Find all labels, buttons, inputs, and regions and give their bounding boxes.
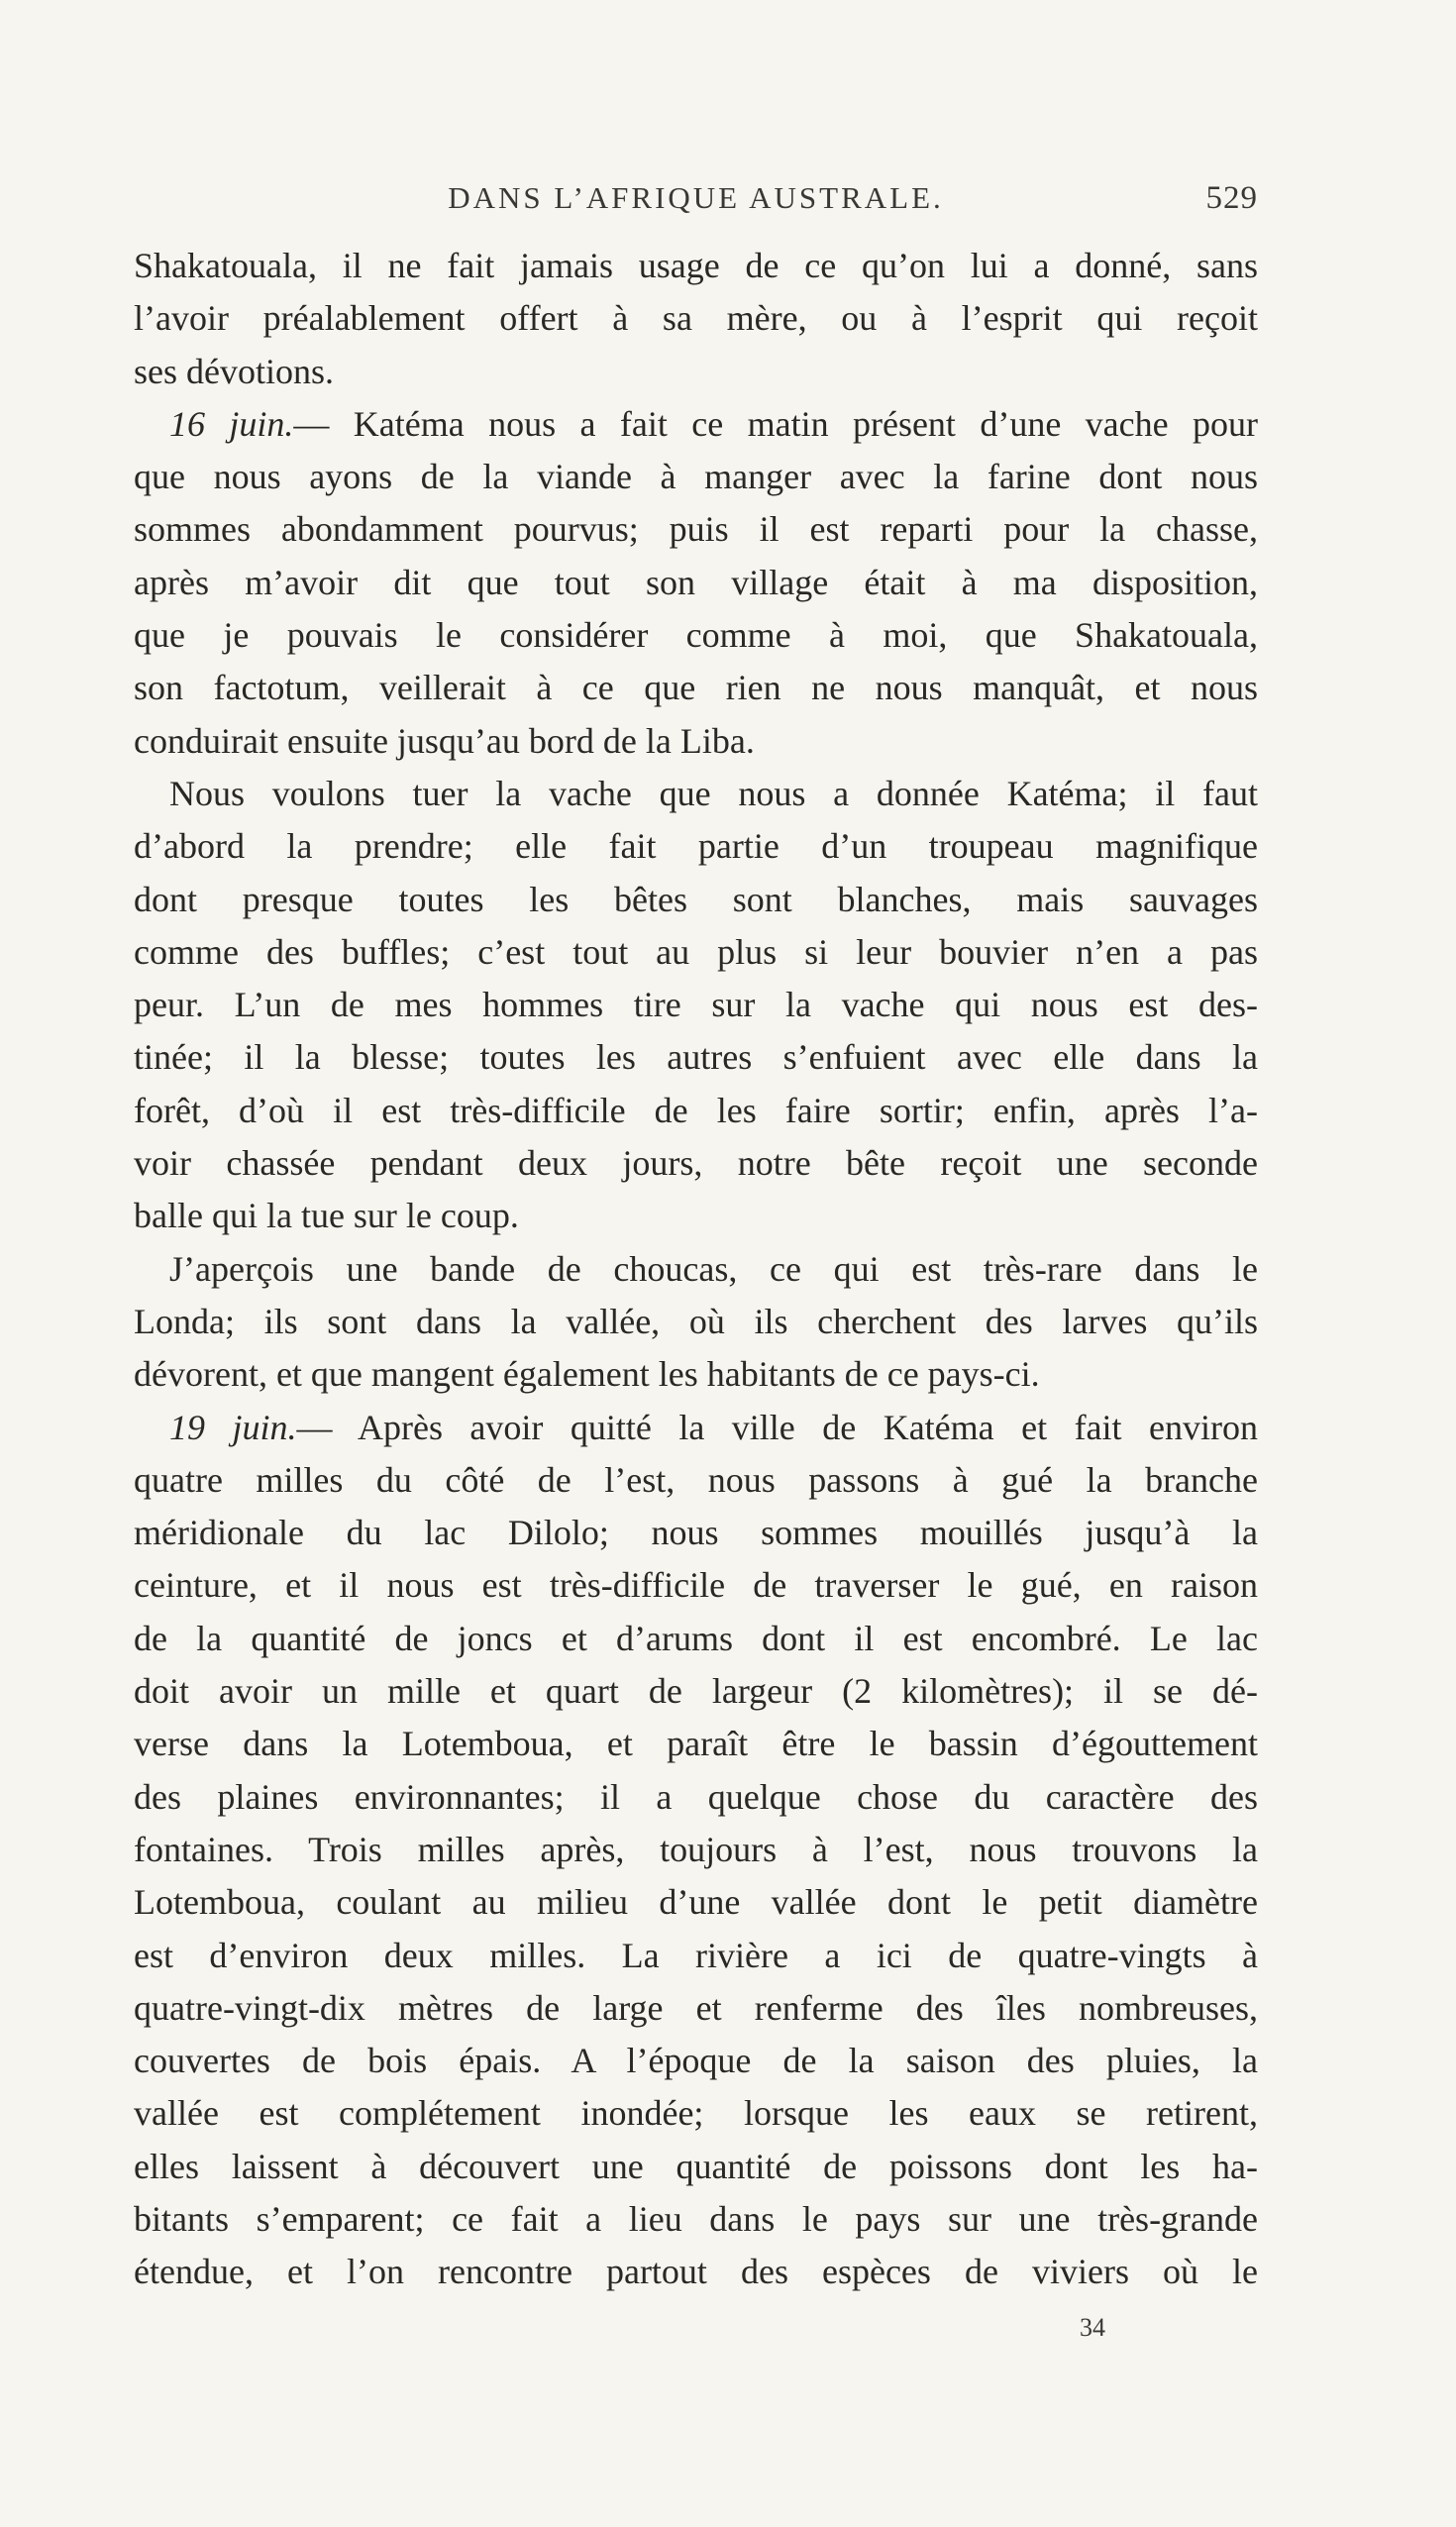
text-line: que je pouvais le considérer comme à moi, que Shakatouala, [134, 615, 1258, 656]
page-number: 529 [1205, 180, 1258, 216]
text-line: quatre-vingt-dix mètres de large et renferme des îles nombreuses, [134, 1987, 1258, 2028]
text-line: conduirait ensuite jusqu’au bord de la Liba. [134, 720, 755, 761]
text-line: est d’environ deux milles. La rivière a ici de quatre-vingts à [134, 1935, 1258, 1975]
text-line: Lotemboua, coulant au milieu d’une vallée dont le petit diamètre [134, 1882, 1258, 1923]
text-line: doit avoir un mille et quart de largeur (2 kilomètres); il se dé- [134, 1671, 1258, 1712]
text-line: comme des buffles; c’est tout au plus si leur bouvier n’en a pas [134, 931, 1258, 972]
text-line: Londa; ils sont dans la vallée, où ils cherchent des larves qu’ils [134, 1301, 1258, 1341]
text-line: dont presque toutes les bêtes sont blanches, mais sauvages [134, 879, 1258, 919]
text-line: J’aperçois une bande de choucas, ce qui est très-rare dans le [169, 1248, 1258, 1289]
text-line: verse dans la Lotemboua, et paraît être le bassin d’égouttement [134, 1724, 1258, 1764]
text-line: voir chassée pendant deux jours, notre bête reçoit une seconde [134, 1143, 1258, 1184]
text-line: l’avoir préalablement offert à sa mère, ou à l’esprit qui reçoit [134, 298, 1258, 339]
running-title: DANS L’AFRIQUE AUSTRALE. [448, 180, 944, 215]
text-line: ceinture, et il nous est très-difficile de traverser le gué, en raison [134, 1565, 1258, 1606]
text-line: d’abord la prendre; elle fait partie d’un troupeau magnifique [134, 826, 1258, 867]
body-text [134, 240, 1258, 2299]
text-line: fontaines. Trois milles après, toujours à l’est, nous trouvons la [134, 1829, 1258, 1869]
text-line: peur. L’un de mes hommes tire sur la vache qui nous est des- [134, 985, 1258, 1025]
text-line: couvertes de bois épais. A l’époque de la saison des pluies, la [134, 2041, 1258, 2081]
text-line-body: — Après avoir quitté la ville de Katéma et fait environ [296, 1407, 1258, 1447]
text-line-dated [134, 398, 1258, 451]
text-line: tinée; il la blesse; toutes les autres s’enfuient avec elle dans la [134, 1037, 1258, 1078]
text-line: elles laissent à découvert une quantité de poissons dont les ha- [134, 2146, 1258, 2186]
text-line: dévorent, et que mangent également les habitants de ce pays-ci. [134, 1354, 1040, 1395]
running-head [134, 180, 1258, 230]
text-line: ses dévotions. [134, 351, 334, 391]
text-line: son factotum, veillerait à ce que rien ne nous manquât, et nous [134, 668, 1258, 708]
text-line: des plaines environnantes; il a quelque chose du caractère des [134, 1776, 1258, 1817]
text-line: balle qui la tue sur le coup. [134, 1196, 519, 1236]
text-line: de la quantité de joncs et d’arums dont il est encombré. Le lac [134, 1618, 1258, 1658]
text-line: que nous ayons de la viande à manger avec la farine dont nous [134, 457, 1258, 497]
text-line: méridionale du lac Dilolo; nous sommes mouillés jusqu’à la [134, 1513, 1258, 1553]
text-line-dated [134, 1402, 1258, 1454]
text-line: après m’avoir dit que tout son village était à ma disposition, [134, 562, 1258, 602]
text-line-body: — Katéma nous a fait ce matin présent d’une vache pour [293, 403, 1258, 444]
text-line: sommes abondamment pourvus; puis il est reparti pour la chasse, [134, 509, 1258, 550]
date-label: 19 juin. [169, 1407, 297, 1447]
text-line: quatre milles du côté de l’est, nous passons à gué la branche [134, 1459, 1258, 1500]
text-line: Shakatouala, il ne fait jamais usage de ce qu’on lui a donné, sans [134, 246, 1258, 285]
text-line: forêt, d’où il est très-difficile de les faire sortir; enfin, après l’a- [134, 1090, 1258, 1130]
text-line: Nous voulons tuer la vache que nous a donnée Katéma; il faut [169, 773, 1258, 813]
text-line: vallée est complétement inondée; lorsque les eaux se retirent, [134, 2093, 1258, 2134]
text-line: étendue, et l’on rencontre partout des espèces de viviers où le [134, 2252, 1258, 2292]
signature-mark: 34 [1080, 2313, 1105, 2342]
text-line: bitants s’emparent; ce fait a lieu dans le pays sur une très-grande [134, 2198, 1258, 2239]
date-label: 16 juin. [169, 403, 294, 444]
